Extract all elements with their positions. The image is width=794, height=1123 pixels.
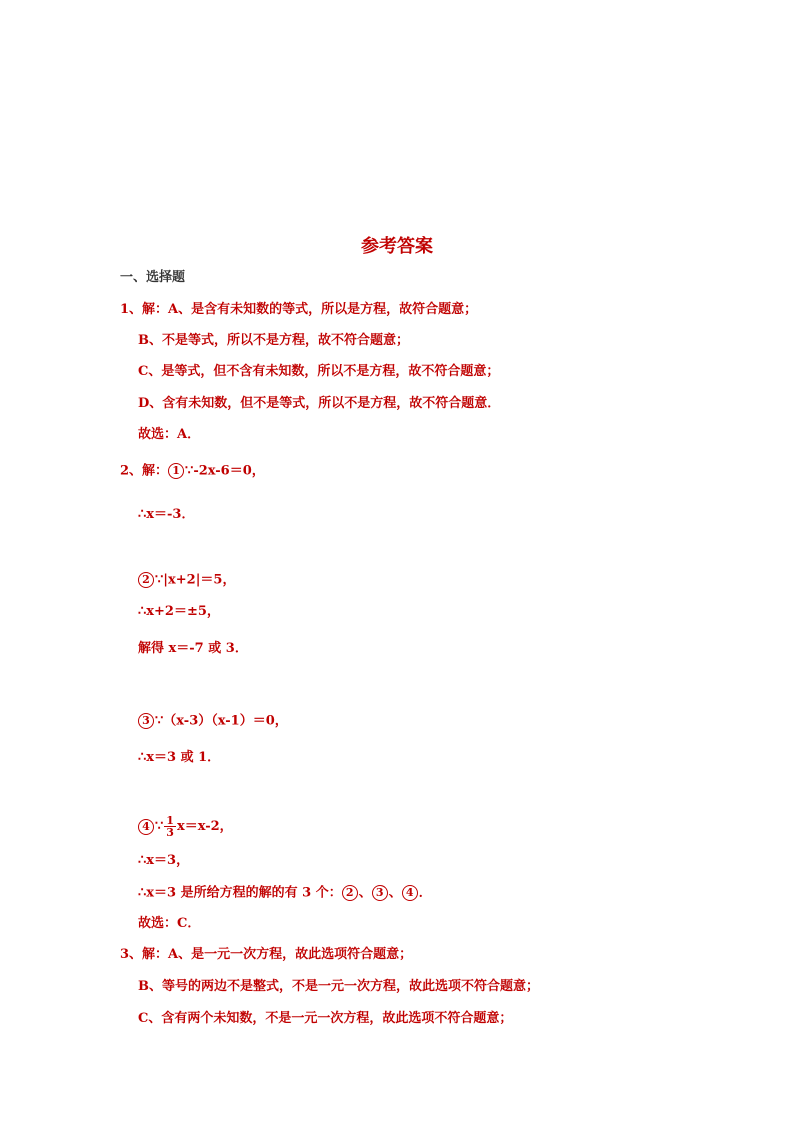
q2-equation-4: x＝x-2， — [176, 819, 233, 834]
q3-line-3: C、含有两个未知数，不是一元一次方程，故此选项不符合题意； — [138, 1011, 513, 1026]
circled-number-4: 4 — [138, 819, 154, 835]
q1-line-3: C、是等式，但不含有未知数，所以不是方程，故不符合题意； — [138, 364, 500, 379]
q2-because-4: ∵ — [155, 819, 164, 834]
q2-result-3: ∴x＝3 或 1． — [138, 750, 221, 765]
q1-line-1: 1、解：A、是含有未知数的等式，所以是方程，故符合题意； — [120, 302, 478, 317]
circled-number-1: 1 — [168, 463, 184, 479]
q3-line-2: B、等号的两边不是整式，不是一元一次方程，故此选项不符合题意； — [138, 979, 539, 994]
circled-number-2: 2 — [342, 885, 358, 901]
q2-equation-2: ∵|x+2|＝5， — [155, 572, 236, 588]
circled-number-2: 2 — [138, 572, 154, 588]
q2-equation-1: ∵-2x-6＝0， — [185, 463, 265, 479]
section-heading: 一、选择题 — [120, 270, 186, 285]
q1-line-4: D、含有未知数，但不是等式，所以不是方程，故不符合题意． — [138, 396, 501, 411]
q2-answer: 故选：C． — [138, 916, 201, 931]
q1-answer: 故选：A． — [138, 427, 201, 442]
separator: 、 — [358, 885, 372, 901]
q2-result-2b: 解得 x＝-7 或 3． — [138, 641, 248, 656]
q2-result-1: ∴x＝-3． — [138, 507, 195, 522]
separator: 、 — [388, 885, 402, 901]
circled-number-3: 3 — [372, 885, 388, 901]
q2-result-4: ∴x＝3， — [138, 853, 190, 868]
fraction-denominator: 3 — [166, 826, 174, 839]
q3-line-1: 3、解：A、是一元一次方程，故此选项符合题意； — [120, 947, 413, 962]
q2-equation-3: ∵（x-3）（x-1）＝0， — [155, 713, 288, 729]
q2-line-3 — [138, 713, 288, 730]
q2-line-1 — [120, 463, 265, 480]
fraction-numerator: 1 — [166, 814, 174, 827]
circled-number-4: 4 — [402, 885, 418, 901]
fraction-one-third — [164, 815, 176, 838]
circled-number-3: 3 — [138, 713, 154, 729]
q2-summary-text: ∴x＝3 是所给方程的解的有 3 个： — [138, 885, 342, 901]
page-title: 参考答案 — [361, 236, 433, 257]
q1-line-2: B、不是等式，所以不是方程，故不符合题意； — [138, 333, 409, 348]
summary-end: ． — [418, 885, 432, 901]
q2-line-4 — [138, 814, 233, 840]
q2-summary — [138, 885, 432, 902]
q2-result-2a: ∴x+2＝±5， — [138, 604, 220, 619]
q2-line-2 — [138, 572, 235, 589]
q2-prefix: 2、解： — [120, 463, 169, 479]
